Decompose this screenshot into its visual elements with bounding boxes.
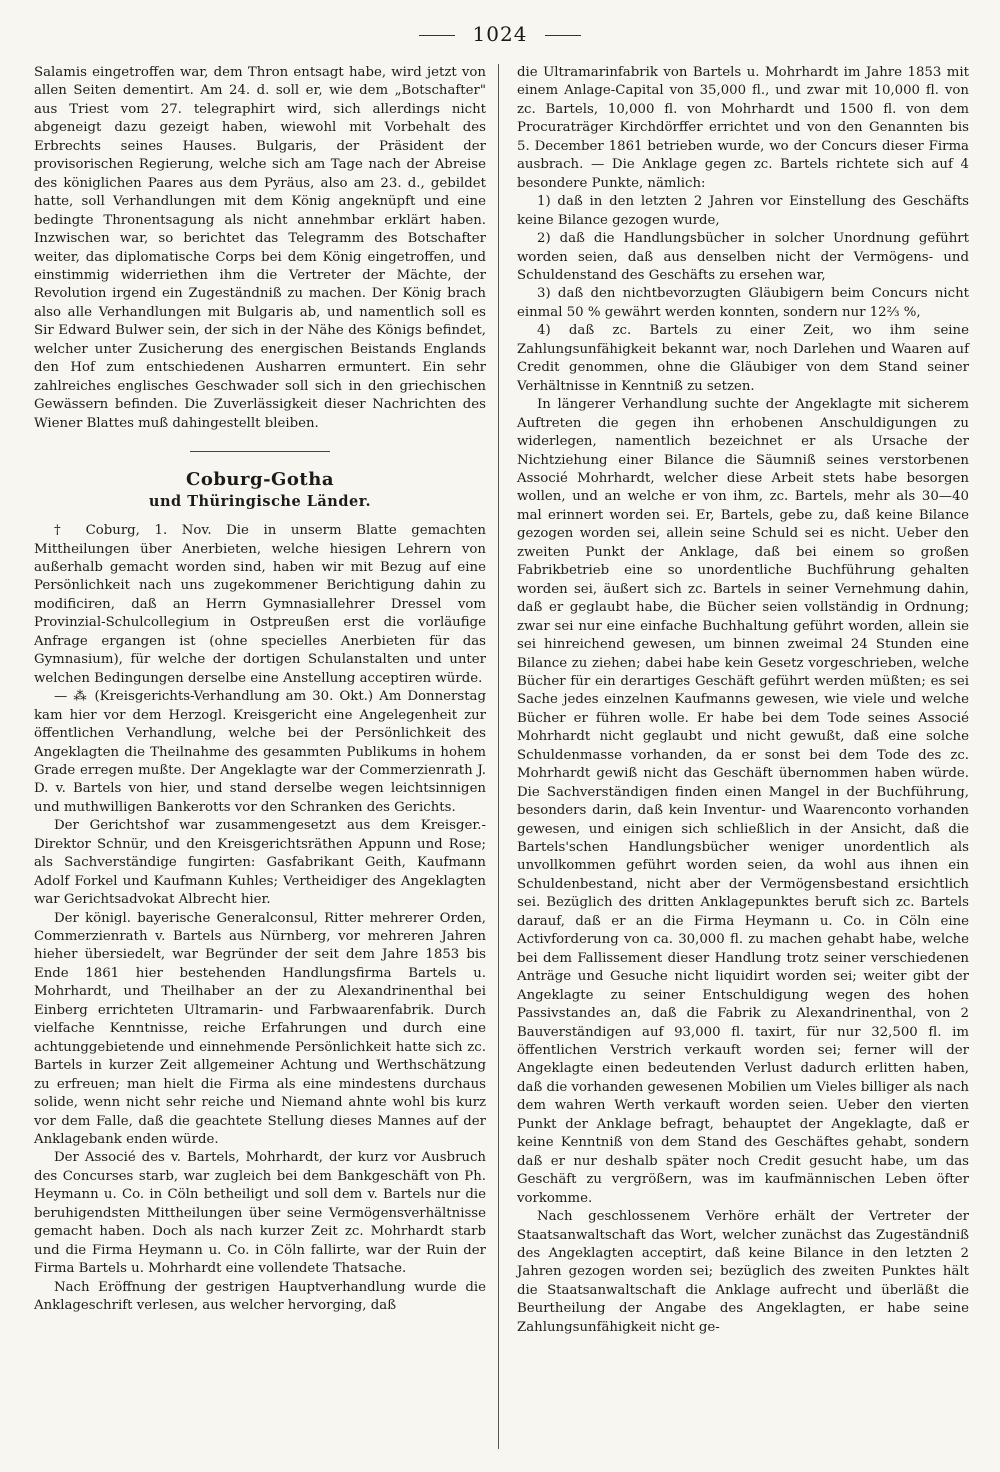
header-rule-right	[545, 35, 581, 36]
article-paragraph: — ⁂ (Kreisgerichts-Verhandlung am 30. Okt.) Am Donnerstag kam hier vor dem Herzogl. Kreisgericht eine Angelegenheit zur öffentlichen Verhandlung, welche bei der Persönlichkeit des Angeklagten die Theilnahme des gesammten Publikums in hohem Grade erregen mußte. Der Angeklagte war der Commerzienrath J. D. v. Bartels von hier, und stand derselbe wegen leichtsinnigen und muthwilligen Bankerotts vor den Schranken des Gerichts.	[34, 689, 486, 815]
section-divider	[190, 451, 330, 452]
charge-list	[517, 193, 969, 396]
list-item: 4) daß zc. Bartels zu einer Zeit, wo ihm seine Zahlungsunfähigkeit bekannt war, noch Darlehen und Waaren auf Credit genommen, ohne die Gläubiger von dem Stand seiner Verhältnisse in Kenntniß zu setzen.	[517, 323, 969, 394]
article-paragraph: Nach Eröffnung der gestrigen Hauptverhandlung wurde die Anklageschrift verlesen, aus welcher hervorging, daß	[34, 1279, 486, 1314]
list-item: 3) daß den nichtbevorzugten Gläubigern beim Concurs nicht einmal 50 % gewährt werden konnten, sondern nur 12⅔ %,	[517, 286, 969, 320]
header-rule-left	[419, 35, 455, 36]
article-paragraph: Der Associé des v. Bartels, Mohrhardt, der kurz vor Ausbruch des Concurses starb, war zugleich bei dem Bankgeschäft von Ph. Heymann u. Co. in Cöln betheiligt und soll dem v. Bartels nur die beruhigendsten Mittheilungen über seine Vermögensverhältnisse gemacht haben. Doch als nach kurzer Zeit zc. Mohrhardt starb und die Firma Heymann u. Co. in Cöln fallirte, war der Ruin der Firma Bartels u. Mohrhardt eine vollendete Thatsache.	[34, 1150, 486, 1277]
right-column	[517, 64, 969, 1337]
article-paragraph: Nach geschlossenem Verhöre erhält der Vertreter der Staatsanwaltschaft das Wort, welcher zunächst das Zugeständniß des Angeklagten acceptirt, daß keine Bilance in den letzten 2 Jahren gezogen worden sei; bezüglich des zweiten Punktes hält die Staatsanwaltschaft die Anklage aufrecht und überläßt die Beurtheilung der Angabe des Angeklagten, er habe seine Zahlungsunfähigkeit nicht ge-	[517, 1209, 969, 1335]
list-item: 2) daß die Handlungsbücher in solcher Unordnung geführt worden seien, daß aus denselben nicht der Vermögens- und Schuldenstand des Geschäfts zu ersehen war,	[517, 231, 969, 283]
left-column	[34, 64, 486, 1316]
article-paragraph: † Coburg, 1. Nov. Die in unserm Blatte gemachten Mittheilungen über Anerbieten, welche hiesigen Lehrern von außerhalb gemacht worden sind, haben wir mit Bezug auf eine Persönlichkeit nach uns zugekommener Berichtigung dahin zu modificiren, daß an Herrn Gymnasiallehrer Dressel vom Provinzial-Schulcollegium in Ostpreußen erst die vorläufige Anfrage ergangen ist (ohne specielles Anerbieten für das Gymnasium), für welche der dortigen Schulanstalten und unter welchen Bedingungen derselbe eine Anstellung acceptiren würde.	[34, 523, 486, 686]
intro-paragraph: Salamis eingetroffen war, dem Thron entsagt habe, wird jetzt von allen Seiten dementirt. Am 24. d. soll er, wie dem „Botschafter" aus Triest vom 27. telegraphirt wird, sich allerdings nicht abgeneigt dazu gezeigt haben, wiewohl mit Vorbehalt des Erbrechts seines Hauses. Bulgaris, der Präsident der provisorischen Regierung, welche sich am Tage nach der Abreise des königlichen Paares aus dem Pyräus, also am 23. d., gebildet hatte, soll Verhandlungen mit dem König angeknüpft und eine bedingte Thronentsagung als nicht annehmbar erklärt haben. Inzwischen war, so berichtet das Telegramm des Botschafter weiter, das diplomatische Corps bei dem König eingetroffen, und einstimmig widerriethen ihm die Vertreter der Mächte, der Revolution irgend ein Zugeständniß zu machen. Der König brach also alle Verhandlungen mit Bulgaris ab, und namentlich soll es Sir Edward Bulwer sein, der sich in der Nähe des Königs befindet, welcher unter Zusicherung des energischen Beistands Englands den Hof zum entschiedenen Ausharren ermuntert. Ein sehr zahlreiches englisches Geschwader soll sich in den griechischen Gewässern befinden. Die Zuverlässigkeit dieser Nachrichten des Wiener Blattes muß dahingestellt bleiben.	[34, 65, 486, 431]
continued-paragraph: die Ultramarinfabrik von Bartels u. Mohrhardt im Jahre 1853 mit einem Anlage-Capital von 35,000 fl., und zwar mit 10,000 fl. von zc. Bartels, 10,000 fl. von Mohrhardt und 1500 fl. von dem Procuraträger Kirchdörffer errichtet und von den Genannten bis 5. December 1861 betrieben wurde, wo der Concurs dieser Firma ausbrach. — Die Anklage gegen zc. Bartels richtete sich auf 4 besondere Punkte, nämlich:	[517, 65, 969, 191]
section-title: Coburg-Gotha	[186, 469, 334, 491]
section-subtitle: und Thüringische Länder.	[148, 493, 372, 511]
page-header	[0, 22, 1000, 46]
page-number: 1024	[472, 22, 528, 46]
column-divider	[498, 64, 499, 1449]
list-item: 1) daß in den letzten 2 Jahren vor Einstellung des Geschäfts keine Bilance gezogen wurde,	[517, 194, 969, 228]
article-paragraph: Der Gerichtshof war zusammengesetzt aus dem Kreisger.-Direktor Schnür, und den Kreisgerichtsräthen Appunn und Rose; als Sachverständige fungirten: Gasfabrikant Geith, Kaufmann Adolf Forkel und Kaufmann Kuhles; Vertheidiger des Angeklagten war Gerichtsadvokat Albrecht hier.	[34, 818, 486, 908]
article-paragraph: Der königl. bayerische Generalconsul, Ritter mehrerer Orden, Commerzienrath v. Bartels aus Nürnberg, vor mehreren Jahren hieher übersiedelt, war Begründer der seit dem Jahre 1853 bis Ende 1861 hier bestehenden Handlungsfirma Bartels u. Mohrhardt, und Theilhaber an der zu Alexandrinenthal bei Einberg errichteten Ultramarin- und Farbwaarenfabrik. Durch vielfache Kenntnisse, reiche Erfahrungen und durch eine achtunggebietende und einnehmende Persönlichkeit hatte sich zc. Bartels in kurzer Zeit allgemeiner Achtung und Werthschätzung zu erfreuen; man hielt die Firma als eine mindestens durchaus solide, wenn nicht sehr reiche und Niemand ahnte wohl bis kurz vor dem Falle, daß die geachtete Stellung dieses Mannes auf der Anklagebank enden würde.	[34, 910, 486, 1148]
article-paragraph: In längerer Verhandlung suchte der Angeklagte mit sicherem Auftreten die gegen ihn erhobenen Anschuldigungen zu widerlegen, namentlich bezeichnet er als Ursache der Nichtziehung einer Bilance die Säumniß seines verstorbenen Associé Mohrhardt, welcher diese Arbeit stets habe besorgen wollen, und an welche er von ihm, zc. Bartels, mehr als 30—40 mal erinnert worden sei. Er, Bartels, gebe zu, daß keine Bilance gezogen worden sei, allein seine Schuld sei es nicht. Ueber den zweiten Punkt der Anklage, daß bei einem so großen Fabrikbetrieb eine so unordentliche Buchführung gehalten worden sei, äußert sich zc. Bartels in seiner Vernehmung dahin, daß er geglaubt habe, die Bücher seien vollständig in Ordnung; zwar sei nur eine einfache Buchhaltung geführt worden, allein sie sei hinreichend gewesen, um binnen zweimal 24 Stunden eine Bilance zu ziehen; dabei habe kein Gesetz vorgeschrieben, welche Bücher für ein derartiges Geschäft geführt werden müßten; es sei Sache jedes einzelnen Kaufmanns gewesen, wie viele und welche Bücher er führen wolle. Er habe bei dem Tode seines Associé Mohrhardt nicht geglaubt und nicht gewußt, daß eine solche Schuldenmasse vorhanden, da er sonst bei dem Tode des zc. Mohrhardt gewiß nicht das Geschäft übernommen haben würde. Die Sachverständigen finden einen Mangel in der Buchführung, besonders darin, daß kein Inventur- und Waarenconto vorhanden gewesen, und einigen sich schließlich in der Ansicht, daß die Bartels'schen Handlungsbücher weniger unordentlich als unvollkommen geführt worden seien, da wohl aus ihnen ein Schuldenbestand, nicht aber der Vermögensbestand ersichtlich sei. Bezüglich des dritten Anklagepunktes beruft sich zc. Bartels darauf, daß er an die Firma Heymann u. Co. in Cöln eine Activforderung von ca. 30,000 fl. zu machen gehabt habe, welche bei dem Fallissement dieser Handlung trotz seiner verschiedenen Anträge und Gesuche nicht liquidirt worden sei; weiter gibt der Angeklagte zu seiner Entschuldigung wegen des hohen Passivstandes an, daß die Fabrik zu Alexandrinenthal, von 2 Bauverständigen auf 93,000 fl. taxirt, für nur 32,500 fl. im öffentlichen Verstrich verkauft worden sei; ferner will der Angeklagte einen bedeutenden Verlust dadurch erlitten haben, daß die vorhanden gewesenen Mobilien um Vieles billiger als nach dem wahren Werth verkauft worden seien. Ueber den vierten Punkt der Anklage befragt, behauptet der Angeklagte, daß er keine Kenntniß von dem Stand des Geschäftes gehabt, sondern daß er nur deshalb später noch Credit gesucht habe, um das Geschäft zu vergrößern, was im kaufmännischen Leben öfter vorkomme.	[517, 397, 969, 1206]
